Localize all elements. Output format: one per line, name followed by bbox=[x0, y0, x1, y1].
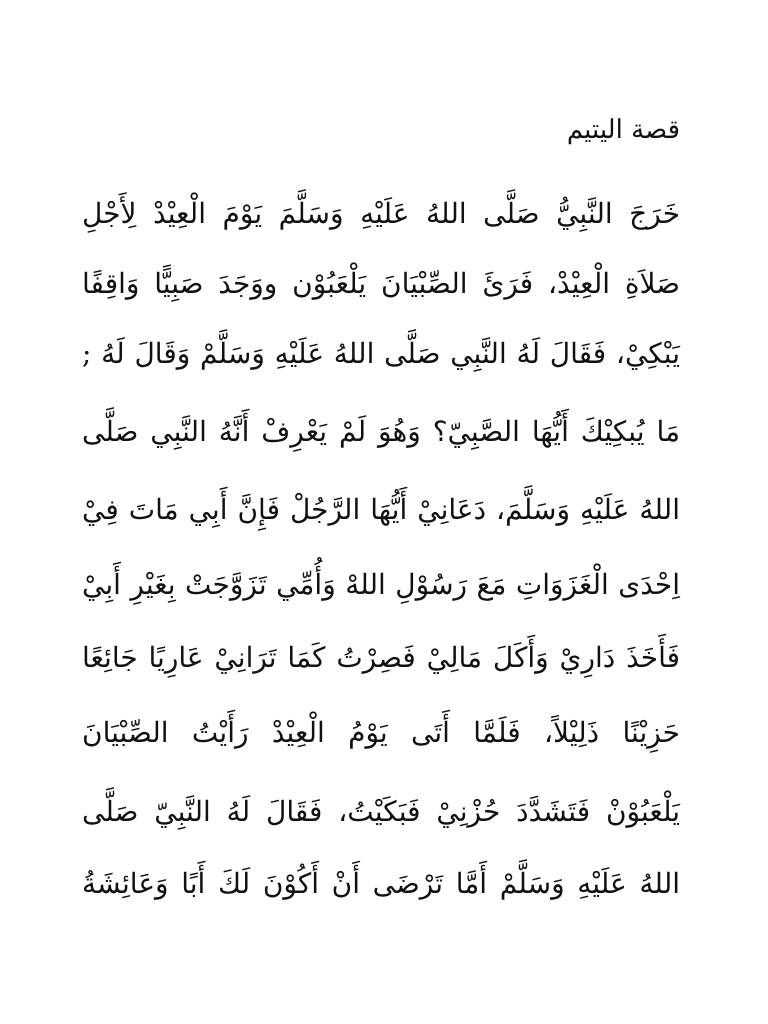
text-line-8: حَزِيْنًا ذَلِيْلاً، فَلَمَّا أَتَى يَوْمُ الْعِيْدْ رَأَيْتُ الصِّبْيَانَ bbox=[82, 716, 680, 749]
text-line-5: اللهُ عَلَيْهِ وَسَلَّمَ، دَعَانِيْ أَيُّهَا الرَّجُلْ فَإِنَّ أَبِي مَاتَ فِيْ bbox=[82, 493, 680, 526]
text-line-6: اِحْدَى الْغَزَوَاتِ مَعَ رَسُوْلِ اللهْ وَأُمِّي تَزَوَّجَتْ بِغَيْرِ أَبِيْ bbox=[82, 568, 680, 601]
text-line-1: خَرَجَ النَّبِيُّ صَلَّى اللهُ عَلَيْهِ وَسَلَّمَ يَوْمَ الْعِيْدْ لِأَجْلِ bbox=[82, 197, 680, 230]
text-line-2: صَلاَةِ الْعِيْدْ، فَرَئَ الصِّبْيَانَ يَلْعَبُوْن ووَجَدَ صَبِيًّا وَاقِفًا bbox=[82, 267, 680, 300]
text-line-7: فَأَخَذَ دَارِيْ وَأَكَلَ مَالِيْ فَصِرْتُ كَمَا تَرَانِيْ عَارِيًا جَائِعًا bbox=[82, 641, 680, 674]
text-line-3: يَبْكِيْ، فَقَالَ لَهُ النَّبِي صَلَّى اللهُ عَلَيْهِ وَسَلَّمْ وَقَالَ لَهُ ; bbox=[82, 337, 680, 370]
story-title: قصة اليتيم bbox=[566, 115, 680, 145]
text-line-4: مَا يُبكِيْكَ أَيُّهَا الصَّبِيّ؟ وَهُوَ لَمْ يَعْرِفْ أَنَّهُ النَّبِي صَلَّى bbox=[82, 415, 680, 448]
text-line-10: اللهُ عَلَيْهِ وَسَلَّمْ أَمَّا تَرْضَى أَنْ أَكُوْنَ لَكَ أَبًا وَعَائِشَةُ bbox=[82, 867, 681, 900]
text-line-9: يَلْعَبُوْنْ فَتَشَدَّدَ حُزْنِيْ فَبَكَيْتُ، فَقَالَ لَهُ النَّبِيّ صَلَّى bbox=[82, 795, 680, 828]
